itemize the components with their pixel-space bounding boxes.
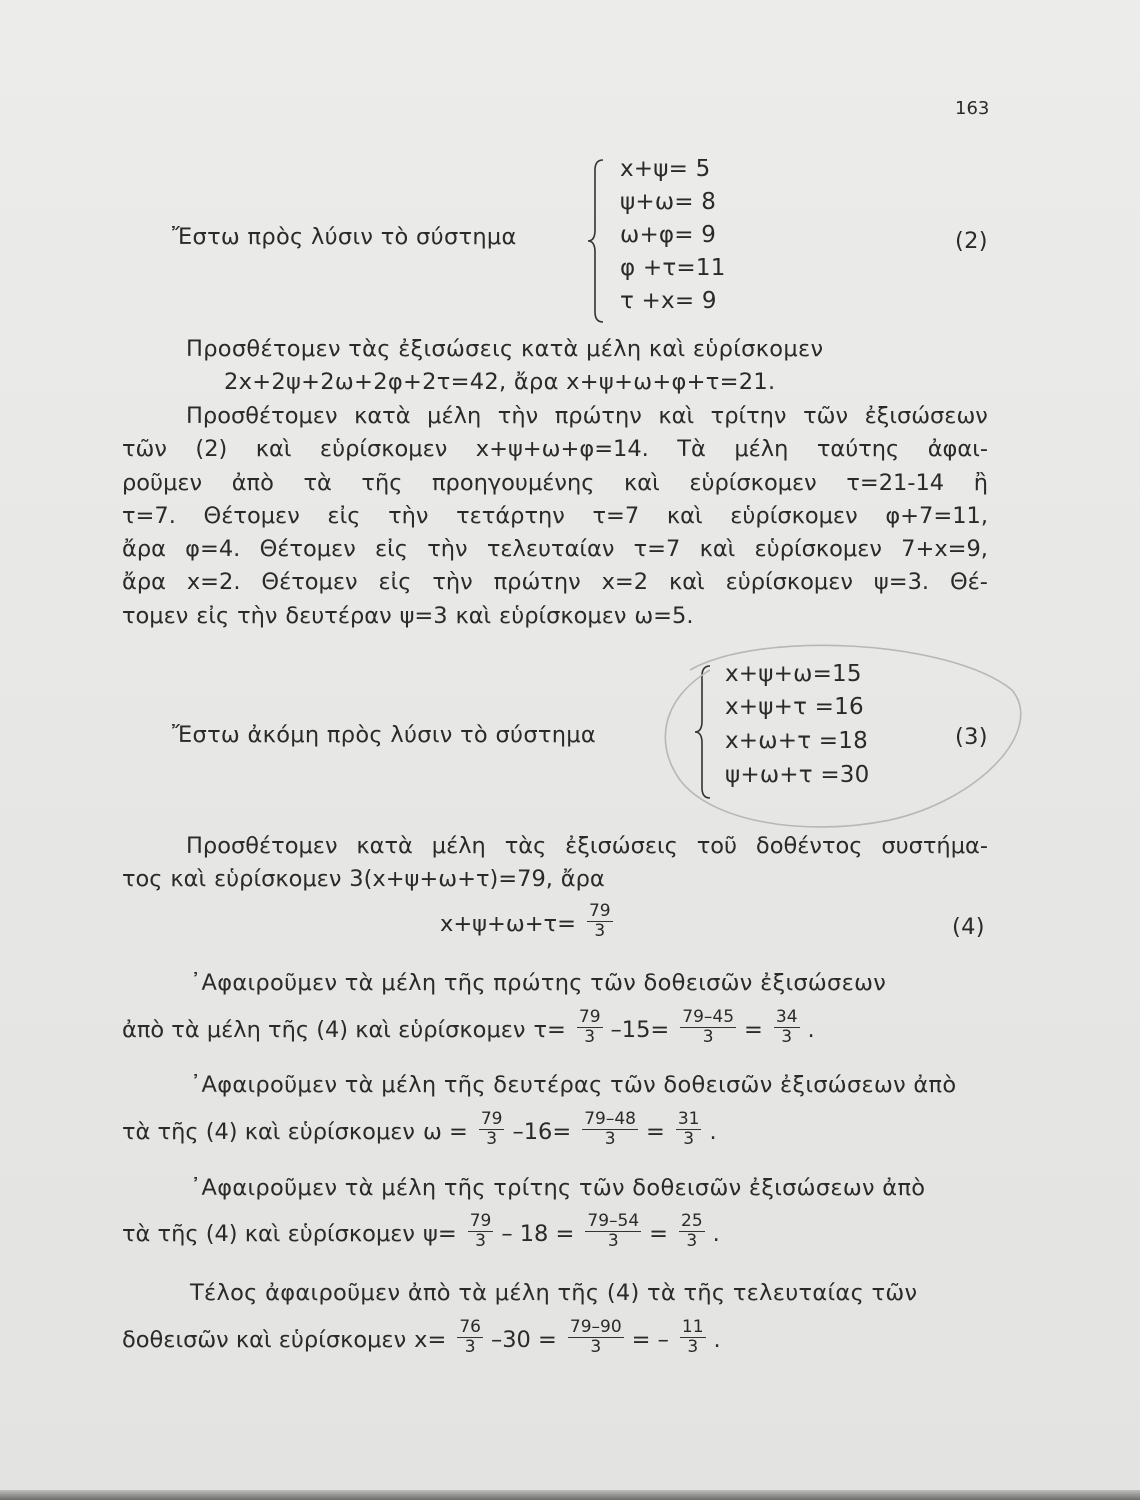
word: καὶ <box>668 569 705 596</box>
system3-label: Ἔστω ἀκόμη πρὸς λύσιν τὸ σύστημα <box>172 722 597 748</box>
word: εὑρίσκομεν <box>730 502 858 529</box>
sub2-frac-2 <box>582 1110 638 1149</box>
sub3-f2-num: 79–54 <box>587 1211 640 1231</box>
word: Προσθέτομεν <box>186 833 338 859</box>
word: τρίτην <box>710 403 787 429</box>
word: x=2 <box>601 569 649 596</box>
sub4-frac-3 <box>680 1318 706 1357</box>
word: κατὰ <box>356 833 413 859</box>
sub1-f2-num: 79–45 <box>682 1007 735 1027</box>
word: τὴν <box>497 403 539 429</box>
sub4-f1-den: 3 <box>464 1337 476 1357</box>
word: Θέτομεν <box>261 569 358 596</box>
word: 7+x=9, <box>901 536 988 563</box>
word: τ=7. <box>122 502 176 529</box>
para2 <box>122 400 988 633</box>
sub4-f1-num: 76 <box>459 1317 481 1337</box>
sub3-frac-3 <box>679 1212 705 1251</box>
sub1-frac-3 <box>774 1008 800 1047</box>
sub3-var: ψ= <box>422 1220 457 1247</box>
sub4-frac-1 <box>457 1318 483 1357</box>
system3-eq-3: x+ω+τ =18 <box>725 728 868 754</box>
word: καὶ <box>666 502 703 529</box>
word: προηγουμένης <box>432 469 595 496</box>
sub1-line-1: ᾿Αφαιροῦμεν τὰ μέλη τῆς πρώτης τῶν δοθεισῶν ἐξισώσεων <box>190 970 887 996</box>
para3-line-2 <box>122 863 988 896</box>
word: ἐξισώσεων <box>864 403 988 429</box>
system2-tag: (2) <box>955 228 988 254</box>
word: τελευταίαν <box>486 536 615 563</box>
sub1-frac-1 <box>577 1008 603 1047</box>
eq4-denominator: 3 <box>594 921 606 941</box>
sub3-f1-den: 3 <box>475 1231 486 1251</box>
sub1-frac-2 <box>680 1008 736 1047</box>
sub4-line-2 <box>122 1317 729 1359</box>
word: ψ=3 <box>399 602 448 629</box>
sub3-frac-1 <box>468 1212 494 1251</box>
system2-brace <box>586 158 608 324</box>
word: τὴν <box>237 602 278 629</box>
word: ἄρα <box>122 536 166 563</box>
sub4-frac-2 <box>568 1318 624 1357</box>
sub3-f1-num: 79 <box>469 1211 492 1231</box>
word: τ=21-14 <box>846 469 945 496</box>
para1-line-2: 2x+2ψ+2ω+2φ+2τ=42, ἄρα x+ψ+ω+φ+τ=21. <box>224 369 776 395</box>
word: τῶν <box>122 436 167 463</box>
word: ἄρα <box>560 866 605 893</box>
word: τῆς <box>361 469 403 496</box>
word: τὴν <box>427 536 468 563</box>
sub2-f2-num: 79–48 <box>584 1109 636 1129</box>
word: φ+7=11, <box>885 502 988 529</box>
word: ἐξισώσεις <box>565 833 678 859</box>
sub2-line-1: ᾿Αφαιροῦμεν τὰ μέλη τῆς δευτέρας τῶν δοθεισῶν ἐξισώσεων ἀπὸ <box>190 1072 957 1098</box>
sub1-f2-den: 3 <box>702 1027 714 1047</box>
para3-line-1 <box>122 830 988 863</box>
sub2-frac-1 <box>479 1110 505 1149</box>
word: x+ψ+ω+φ=14. <box>475 436 649 463</box>
sub1-f1-num: 79 <box>578 1007 601 1027</box>
word: Θέ- <box>949 569 988 596</box>
word: 3(x+ψ+ω+τ)=79, <box>349 866 553 893</box>
sub3-end: . <box>712 1220 720 1247</box>
sub4-eq: = – <box>631 1326 669 1353</box>
sub1-mid: –15= <box>610 1016 670 1043</box>
sub3-f2-den: 3 <box>607 1231 619 1251</box>
sub4-text: δοθεισῶν καὶ εὑρίσκομεν <box>122 1326 407 1353</box>
word: τετάρτην <box>456 502 565 529</box>
word: ἢ <box>973 469 988 496</box>
word: ἄρα <box>122 569 166 596</box>
word: Τὰ <box>677 436 706 463</box>
eq4-fraction <box>587 902 613 941</box>
word: καὶ <box>699 536 736 563</box>
sub1-text: ἀπὸ τὰ μέλη τῆς (4) καὶ εὑρίσκομεν <box>122 1016 526 1043</box>
word: καὶ <box>255 436 292 463</box>
sub1-f1-den: 3 <box>584 1027 596 1047</box>
word: δευτέραν <box>285 602 392 629</box>
word: εἰς <box>327 502 361 529</box>
word: εἰς <box>196 602 230 629</box>
word: καὶ <box>658 403 695 429</box>
word: (2) <box>195 436 228 463</box>
sub3-mid: – 18 = <box>501 1220 575 1247</box>
system3-eq-1: x+ψ+ω=15 <box>725 661 862 687</box>
word: καὶ <box>624 469 660 496</box>
page-bottom-edge <box>0 1490 1140 1500</box>
word: ψ=3. <box>873 569 930 596</box>
word: εὑρίσκομεν <box>754 536 882 563</box>
word: εἰς <box>375 536 408 563</box>
sub2-text: τὰ τῆς (4) καὶ εὑρίσκομεν <box>122 1118 415 1145</box>
sub4-f3-den: 3 <box>687 1337 699 1357</box>
word: φ=4. <box>185 536 241 563</box>
sub4-mid: –30 = <box>490 1326 557 1353</box>
word: εὑρίσκομεν <box>319 436 448 463</box>
word: συστήμα- <box>881 833 988 859</box>
sub4-line-1: Τέλος ἀφαιροῦμεν ἀπὸ τὰ μέλη τῆς (4) τὰ τῆς τελευταίας τῶν <box>190 1280 918 1306</box>
sub2-var: ω = <box>422 1118 468 1145</box>
word: μέλη <box>734 436 789 463</box>
system3-eq-2: x+ψ+τ =16 <box>725 694 864 720</box>
system2-eq-4: φ +τ=11 <box>620 255 726 281</box>
para2-line-1 <box>122 400 988 433</box>
system3-tag: (3) <box>955 724 988 750</box>
para2-line-3 <box>122 467 988 500</box>
word: ροῦμεν <box>122 469 203 496</box>
sub1-line-2 <box>122 1007 823 1049</box>
sub2-mid: –16= <box>512 1118 572 1145</box>
word: τος <box>122 866 163 893</box>
word: εὑρίσκομεν <box>725 569 853 596</box>
sub3-eq: = <box>649 1220 668 1247</box>
word: μέλη <box>431 833 486 859</box>
system2-eq-3: ω+φ= 9 <box>620 222 717 248</box>
sub2-f1-num: 79 <box>480 1109 503 1129</box>
word: τὰς <box>504 833 547 859</box>
eq4-tag: (4) <box>952 914 985 940</box>
sub1-f3-den: 3 <box>781 1027 793 1047</box>
word: ἀπὸ <box>231 469 274 496</box>
system2-eq-2: ψ+ω= 8 <box>620 189 717 215</box>
word: τὰ <box>303 469 332 496</box>
sub1-f3-num: 34 <box>775 1007 798 1027</box>
word: τ=7 <box>592 502 640 529</box>
sub4-var: x= <box>414 1326 447 1353</box>
word: Θέτομεν <box>259 536 356 563</box>
word: κατὰ <box>354 403 411 429</box>
para3 <box>122 830 988 897</box>
word: τοῦ <box>696 833 738 859</box>
sub4-f2-num: 79–90 <box>569 1317 622 1337</box>
sub3-line-2 <box>122 1211 728 1253</box>
word: Προσθέτομεν <box>186 403 338 429</box>
para2-line-7 <box>122 600 988 633</box>
system2-label: Ἔστω πρὸς λύσιν τὸ σύστημα <box>172 224 517 250</box>
word: ἀφαι- <box>927 436 988 463</box>
sub2-end: . <box>709 1118 717 1145</box>
word: τομεν <box>122 602 189 629</box>
word: ω=5. <box>634 602 694 629</box>
sub3-text: τὰ τῆς (4) καὶ εὑρίσκομεν <box>122 1220 415 1247</box>
word: δοθέντος <box>755 833 863 859</box>
word: τὴν <box>388 502 429 529</box>
sub2-f1-den: 3 <box>486 1129 498 1149</box>
system3-eq-4: ψ+ω+τ =30 <box>725 762 870 788</box>
word: ταύτης <box>816 436 900 463</box>
sub2-f2-den: 3 <box>604 1129 616 1149</box>
sub2-frac-3 <box>676 1110 702 1149</box>
sub1-eq: = <box>744 1016 763 1043</box>
system2-eq-5: τ +x= 9 <box>620 288 717 314</box>
sub4-f2-den: 3 <box>590 1337 602 1357</box>
para2-line-6 <box>122 566 988 599</box>
word: εὑρίσκομεν <box>499 602 627 629</box>
word: εὑρίσκομεν <box>689 469 817 496</box>
word: καὶ <box>455 602 492 629</box>
sub3-line-1: ᾿Αφαιροῦμεν τὰ μέλη τῆς τρίτης τῶν δοθεισῶν ἐξισώσεων ἀπὸ <box>190 1175 926 1201</box>
sub1-end: . <box>807 1016 815 1043</box>
sub4-f3-num: 11 <box>681 1317 704 1337</box>
pencil-circle-mark <box>650 630 1030 860</box>
eq4-numerator: 79 <box>588 901 611 921</box>
word: μέλη <box>427 403 482 429</box>
word: τῶν <box>803 403 849 429</box>
para2-line-5 <box>122 533 988 566</box>
para2-line-2 <box>122 433 988 466</box>
system2-eq-1: x+ψ= 5 <box>620 156 711 182</box>
word: Θέτομεν <box>203 502 300 529</box>
word: εἰς <box>378 569 412 596</box>
sub1-var: τ= <box>533 1016 566 1043</box>
sub2-line-2 <box>122 1109 725 1151</box>
word: πρώτην <box>554 403 642 429</box>
page-number: 163 <box>955 98 990 119</box>
sub2-f3-num: 31 <box>677 1109 700 1129</box>
para1-line-1: Προσθέτομεν τὰς ἐξισώσεις κατὰ μέλη καὶ εὑρίσκομεν <box>186 336 824 362</box>
word: τ=7 <box>633 536 681 563</box>
word: x=2. <box>186 569 241 596</box>
sub3-f3-den: 3 <box>686 1231 698 1251</box>
sub3-frac-2 <box>585 1212 641 1251</box>
sub3-f3-num: 25 <box>681 1211 703 1231</box>
sub2-f3-den: 3 <box>683 1129 695 1149</box>
sub4-end: . <box>713 1326 721 1353</box>
word: τὴν <box>432 569 473 596</box>
eq4 <box>440 901 621 943</box>
word: καὶ <box>170 866 207 893</box>
word: πρώτην <box>493 569 581 596</box>
sub2-eq: = <box>645 1118 665 1145</box>
para2-line-4 <box>122 500 988 533</box>
word: εὑρίσκομεν <box>214 866 342 893</box>
eq4-lhs: x+ψ+ω+τ= <box>440 910 576 937</box>
